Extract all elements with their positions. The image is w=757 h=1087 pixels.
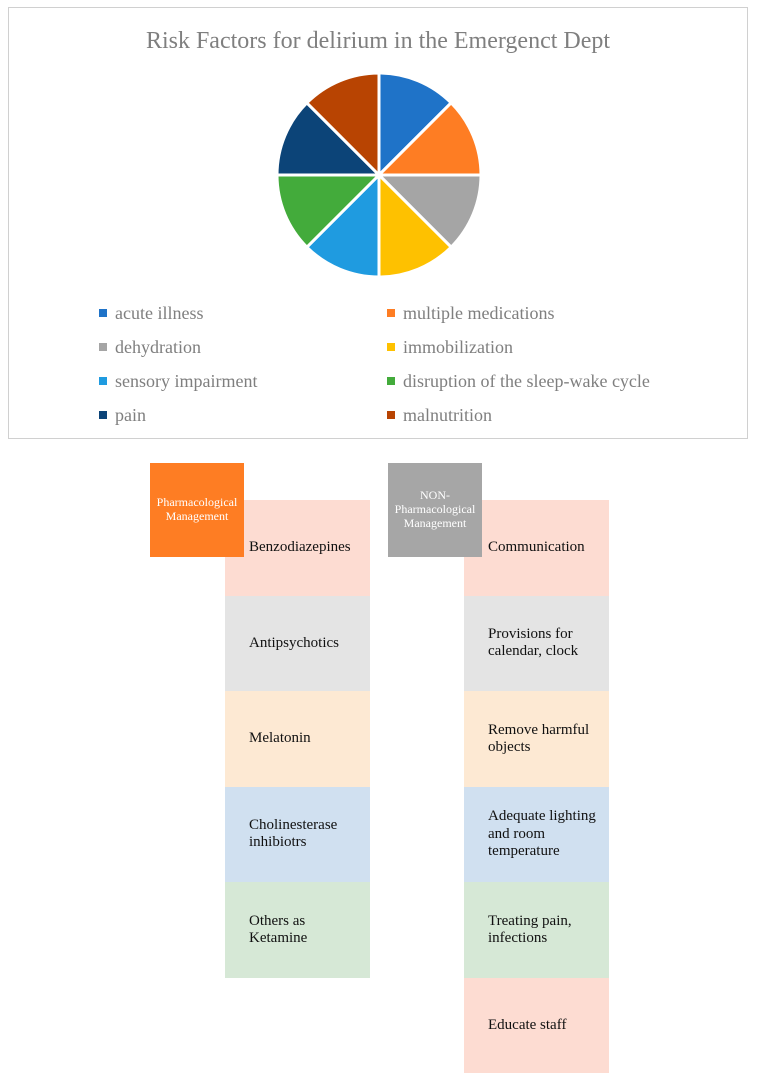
legend-swatch [387,377,395,385]
legend-label: disruption of the sleep-wake cycle [403,371,650,391]
nonpharm-item-pain-infections: Treating pain, infections [464,882,609,978]
legend-swatch [387,343,395,351]
legend-malnutrition [387,404,492,426]
legend-label: immobilization [403,337,513,357]
legend-sensory-impairment [99,370,257,392]
legend-swatch [99,343,107,351]
pharm-item-antipsychotics: Antipsychotics [225,596,370,692]
legend-sleep-wake [387,370,650,392]
pharm-item-benzodiazepines: Benzodiazepines [225,500,370,596]
legend-swatch [99,411,107,419]
legend-acute-illness [99,302,203,324]
chart-panel [8,7,748,439]
legend-swatch [99,377,107,385]
legend-label: acute illness [115,303,204,323]
legend-immobilization [387,336,513,358]
legend-label: sensory impairment [115,371,258,391]
legend-swatch [387,309,395,317]
chart-title: Risk Factors for delirium in the Emergenct Dept [145,28,611,54]
pharm-item-cholinesterase: Cholinesterase inhibiotrs [225,787,370,883]
nonpharm-item-communication: Communication [464,500,609,596]
legend-swatch [99,309,107,317]
non-pharmacological-header: NON-Pharmacological Management [388,463,482,557]
pharmacological-header: Pharmacological Management [150,463,244,557]
legend-label: malnutrition [403,405,492,425]
nonpharm-item-educate-staff: Educate staff [464,978,609,1074]
legend-label: dehydration [115,337,201,357]
nonpharm-item-calendar-clock: Provisions for calendar, clock [464,596,609,692]
legend-label: multiple medications [403,303,555,323]
legend-label: pain [115,405,146,425]
legend-swatch [387,411,395,419]
nonpharm-item-harmful-objects: Remove harmful objects [464,691,609,787]
pharm-item-melatonin: Melatonin [225,691,370,787]
nonpharm-item-lighting: Adequate lighting and room temperature [464,787,609,883]
pharm-item-ketamine: Others as Ketamine [225,882,370,978]
legend-dehydration [99,336,201,358]
legend-multiple-medications [387,302,554,324]
legend-pain [99,404,146,426]
